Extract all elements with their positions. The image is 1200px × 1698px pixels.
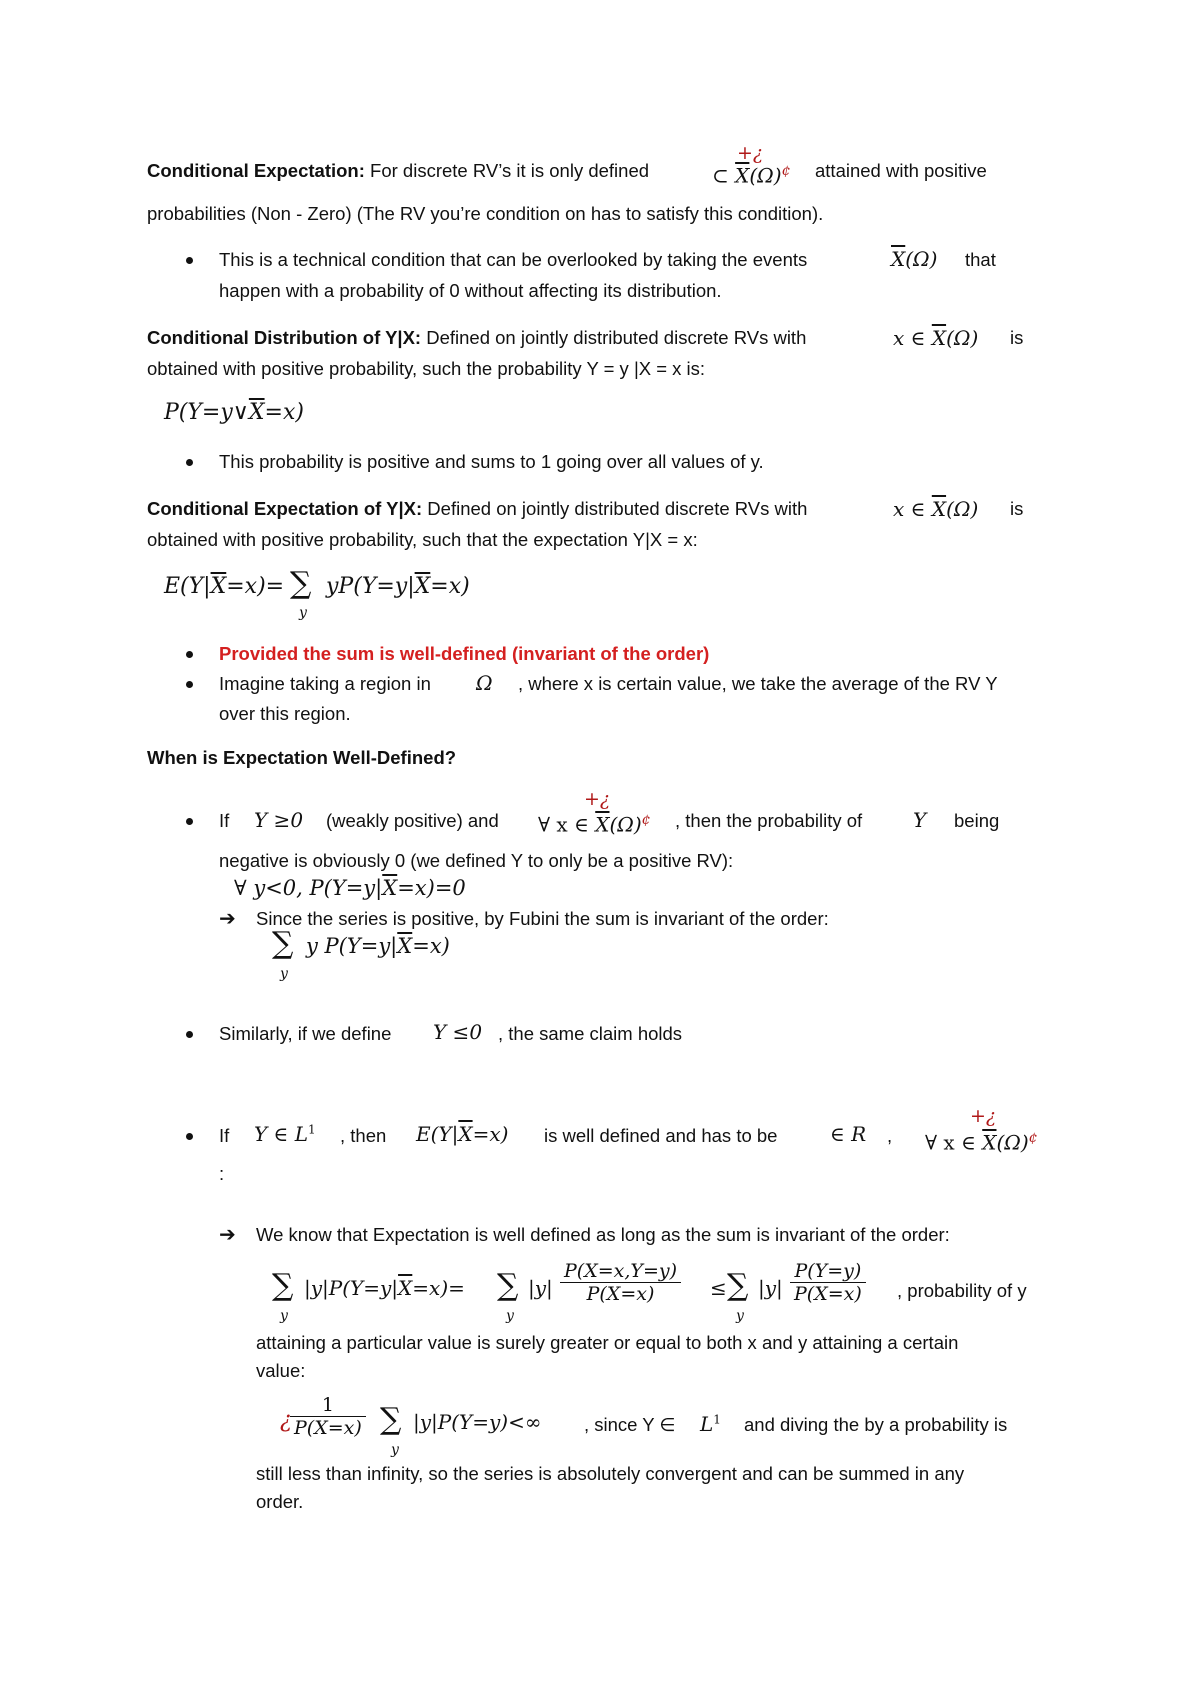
y-symbol: Y [913, 808, 927, 832]
fraction [790, 1260, 866, 1305]
section2-heading: Conditional Distribution of Y|X: [147, 327, 422, 348]
y-leq-zero: Y ≤0 [433, 1020, 483, 1044]
numerator: P(Y=y) [790, 1260, 866, 1283]
chi-symbol: $\overline{X}$ [931, 326, 947, 350]
cent-mark: ¢ [1028, 1130, 1038, 1146]
section1-text-a: For discrete RV’s it is only defined [370, 160, 650, 181]
L-symbol: L [700, 1412, 714, 1436]
sum-subscript: y [506, 1308, 514, 1324]
fraction-joint [560, 1260, 681, 1305]
formula-lhs-end: =x)= [226, 574, 285, 599]
x-in-symbol: x ∈ [893, 497, 926, 521]
chi-symbol: $\overline{X}$ [735, 163, 750, 188]
sum-symbol: ∑ [727, 1268, 749, 1303]
ineq-term2: |y| [528, 1276, 553, 1300]
section2-line2: obtained with positive probability, such the probability Y = y |X = x is: [147, 358, 706, 379]
superscript-one: 1 [713, 1412, 721, 1427]
forall-symbol: ∀ x ∈ [538, 812, 589, 837]
ineq-term3: |y| [758, 1276, 783, 1300]
ineq-line3: value: [256, 1360, 306, 1381]
expectation-end: =x) [472, 1122, 509, 1146]
b1-text-c: being [954, 810, 1000, 831]
arrow2-text: We know that Expectation is well defined as long as the sum is invariant of the order: [256, 1224, 950, 1245]
plus-i-annotation: +¿ [737, 142, 764, 164]
omega-symbol: (Ω) [905, 247, 938, 271]
numerator: P(X=x,Y=y) [560, 1260, 681, 1283]
formula-rhs [326, 574, 470, 599]
omega-symbol: (Ω) [946, 497, 979, 521]
y-geq-zero: Y ≥0 [254, 808, 304, 832]
section1-bullet-line2: happen with a probability of 0 without affecting its distribution. [219, 280, 722, 301]
subset-chi-omega [712, 163, 790, 188]
subset-symbol: ⊂ [712, 163, 729, 188]
expectation-expr [416, 1122, 508, 1146]
sum-subscript: y [299, 605, 307, 621]
final-line3: order. [256, 1491, 304, 1512]
section1-line2: probabilities (Non - Zero) (The RV you’re condition on has to satisfy this condition). [147, 203, 824, 224]
chi-symbol: $\overline{X}$ [931, 497, 947, 521]
section3-line1 [147, 498, 807, 520]
chi-symbol: $\overline{X}$ [595, 812, 610, 837]
section2-text-a: Defined on jointly distributed discrete RVs with [426, 327, 807, 348]
formula-end: =x)=0 [397, 876, 466, 900]
ineq-term1 [304, 1276, 465, 1300]
forall-symbol: ∀ x ∈ [925, 1130, 976, 1155]
formula-part: ∀ y<0, P(Y=y| [234, 876, 383, 900]
sum-symbol: ∑ [272, 926, 294, 961]
leq-symbol: ≤ [710, 1276, 727, 1300]
fraction [290, 1394, 366, 1439]
formula-end: =x) [412, 934, 450, 958]
ineq-after-text: , probability of y [897, 1280, 1027, 1301]
b1-line2: negative is obviously 0 (we defined Y to only be a positive RV): [219, 850, 734, 871]
bullet-dot [186, 257, 193, 264]
b3-if: If [219, 1125, 230, 1146]
x-in-symbol: x ∈ [893, 326, 926, 350]
section3-is: is [1010, 498, 1024, 519]
section3-bullet2-a: Imagine taking a region in [219, 673, 431, 694]
bullet-dot [186, 459, 193, 466]
sum-symbol: ∑ [272, 1268, 294, 1303]
chi-symbol: $\overline{X}$ [982, 1130, 997, 1155]
chi-symbol: $\overline{X}$ [458, 1122, 473, 1146]
final-line2: still less than infinity, so the series is absolutely convergent and can be summed in any [256, 1463, 965, 1484]
section1-text-b: attained with positive [815, 160, 987, 181]
b2-text-b: , the same claim holds [498, 1023, 683, 1044]
chi-symbol: $\overline{X}$ [210, 574, 227, 599]
bullet-dot [186, 818, 193, 825]
superscript-one: 1 [308, 1122, 316, 1137]
i-annotation: ¿ [280, 1408, 292, 1433]
x-in-chi-omega [893, 326, 978, 350]
chi-symbol: $\overline{X}$ [248, 400, 265, 425]
section2-is: is [1010, 327, 1024, 348]
arrow-icon: ➔ [219, 906, 236, 930]
fraction-marginal [790, 1260, 866, 1305]
bullet-dot [186, 681, 193, 688]
sum-formula [306, 934, 450, 958]
bullet-dot [186, 1031, 193, 1038]
conditional-prob-formula [164, 400, 304, 425]
sum-subscript: y [280, 966, 288, 982]
section1-bullet-b: that [965, 249, 996, 270]
b1-text-a: (weakly positive) and [326, 810, 499, 831]
section3-line2: obtained with positive probability, such that the expectation Y|X = x: [147, 529, 698, 550]
omega-symbol: (Ω) [946, 326, 979, 350]
ineq-line2: attaining a particular value is surely greater or equal to both x and y attaining a certain [256, 1332, 959, 1353]
chi-symbol: $\overline{X}$ [891, 247, 906, 271]
section1-bullet-a: This is a technical condition that can be overlooked by taking the events [219, 249, 808, 270]
sum-symbol: ∑ [290, 566, 312, 601]
bullet-dot [186, 651, 193, 658]
sum-subscript: y [280, 1308, 288, 1324]
sum-symbol: ∑ [380, 1402, 402, 1437]
final-fraction [290, 1394, 366, 1439]
section3-bullet2-b: , where x is certain value, we take the average of the RV Y [518, 673, 998, 694]
in-R: ∈ R [830, 1122, 867, 1146]
denominator: P(X=x) [794, 1283, 862, 1305]
conditional-expectation-formula [164, 574, 284, 599]
sum-subscript: y [736, 1308, 744, 1324]
x-in-chi-omega [893, 497, 978, 521]
denominator: P(X=x) [586, 1283, 655, 1305]
chi-symbol: $\overline{X}$ [414, 574, 431, 599]
formula-part: P(Y=y∨ [164, 400, 249, 425]
arrow1-text: Since the series is positive, by Fubini the sum is invariant of the order: [256, 908, 829, 929]
omega-symbol: Ω [476, 671, 493, 695]
omega-symbol: (Ω) [609, 812, 642, 837]
formula-rhs-end: =x) [430, 574, 470, 599]
b2-text-a: Similarly, if we define [219, 1023, 392, 1044]
final-sum-term: |y|P(Y=y)<∞ [413, 1410, 542, 1434]
section3-bullet2-line2: over this region. [219, 703, 351, 724]
ineq-term1-text: |y|P(Y=y| [304, 1276, 399, 1300]
bullet-dot [186, 1133, 193, 1140]
well-defined-note: Provided the sum is well-defined (invariant of the order) [219, 643, 710, 664]
formula-part: y P(Y=y| [306, 934, 398, 958]
b3-comma: , [887, 1125, 893, 1146]
cent-mark: ¢ [781, 163, 791, 179]
chi-symbol: $\overline{X}$ [382, 876, 398, 900]
chi-symbol: $\overline{X}$ [398, 1276, 413, 1300]
plus-i-annotation: +¿ [584, 788, 611, 810]
denominator: P(X=x) [294, 1417, 362, 1439]
b3-text: is well defined and has to be [544, 1125, 778, 1146]
ineq-term1-end: =x)= [412, 1276, 465, 1300]
y-in-L1 [254, 1122, 316, 1146]
forall-x-in-chi [538, 812, 651, 837]
section2-bullet: This probability is positive and sums to 1 going over all values of y. [219, 451, 764, 472]
final-text-b: and diving the by a probability is [744, 1414, 1008, 1435]
plus-i-annotation: +¿ [970, 1105, 997, 1127]
final-text-a: , since Y ∈ [584, 1414, 676, 1435]
section1-heading: Conditional Expectation: [147, 160, 365, 181]
expectation-part: E(Y| [416, 1122, 459, 1146]
L1-symbol [700, 1412, 721, 1436]
b3-colon: : [219, 1163, 225, 1184]
section4-heading: When is Expectation Well-Defined? [147, 747, 457, 768]
numerator: 1 [290, 1394, 366, 1417]
formula-lhs: E(Y| [164, 574, 211, 599]
section3-text-a: Defined on jointly distributed discrete RVs with [427, 498, 808, 519]
formula-rhs-text: yP(Y=y| [326, 574, 415, 599]
cent-mark: ¢ [641, 812, 651, 828]
forall-x-in-chi [925, 1130, 1038, 1155]
section2-line1 [147, 327, 806, 349]
y-in-L: Y ∈ L [254, 1122, 309, 1146]
sum-symbol: ∑ [497, 1268, 519, 1303]
omega-symbol: (Ω) [749, 163, 782, 188]
sum-subscript: y [391, 1442, 399, 1458]
b1-text-b: , then the probability of [675, 810, 863, 831]
arrow-icon: ➔ [219, 1222, 236, 1246]
chi-symbol: $\overline{X}$ [397, 934, 413, 958]
formula-end: =x) [264, 400, 304, 425]
section3-heading: Conditional Expectation of Y|X: [147, 498, 423, 519]
section1-line1 [147, 160, 649, 182]
b3-then: , then [340, 1125, 387, 1146]
chi-omega-expr [891, 247, 937, 271]
b1-if: If [219, 810, 230, 831]
omega-symbol: (Ω) [996, 1130, 1029, 1155]
fraction [560, 1260, 681, 1305]
prob-zero-formula [234, 876, 466, 900]
